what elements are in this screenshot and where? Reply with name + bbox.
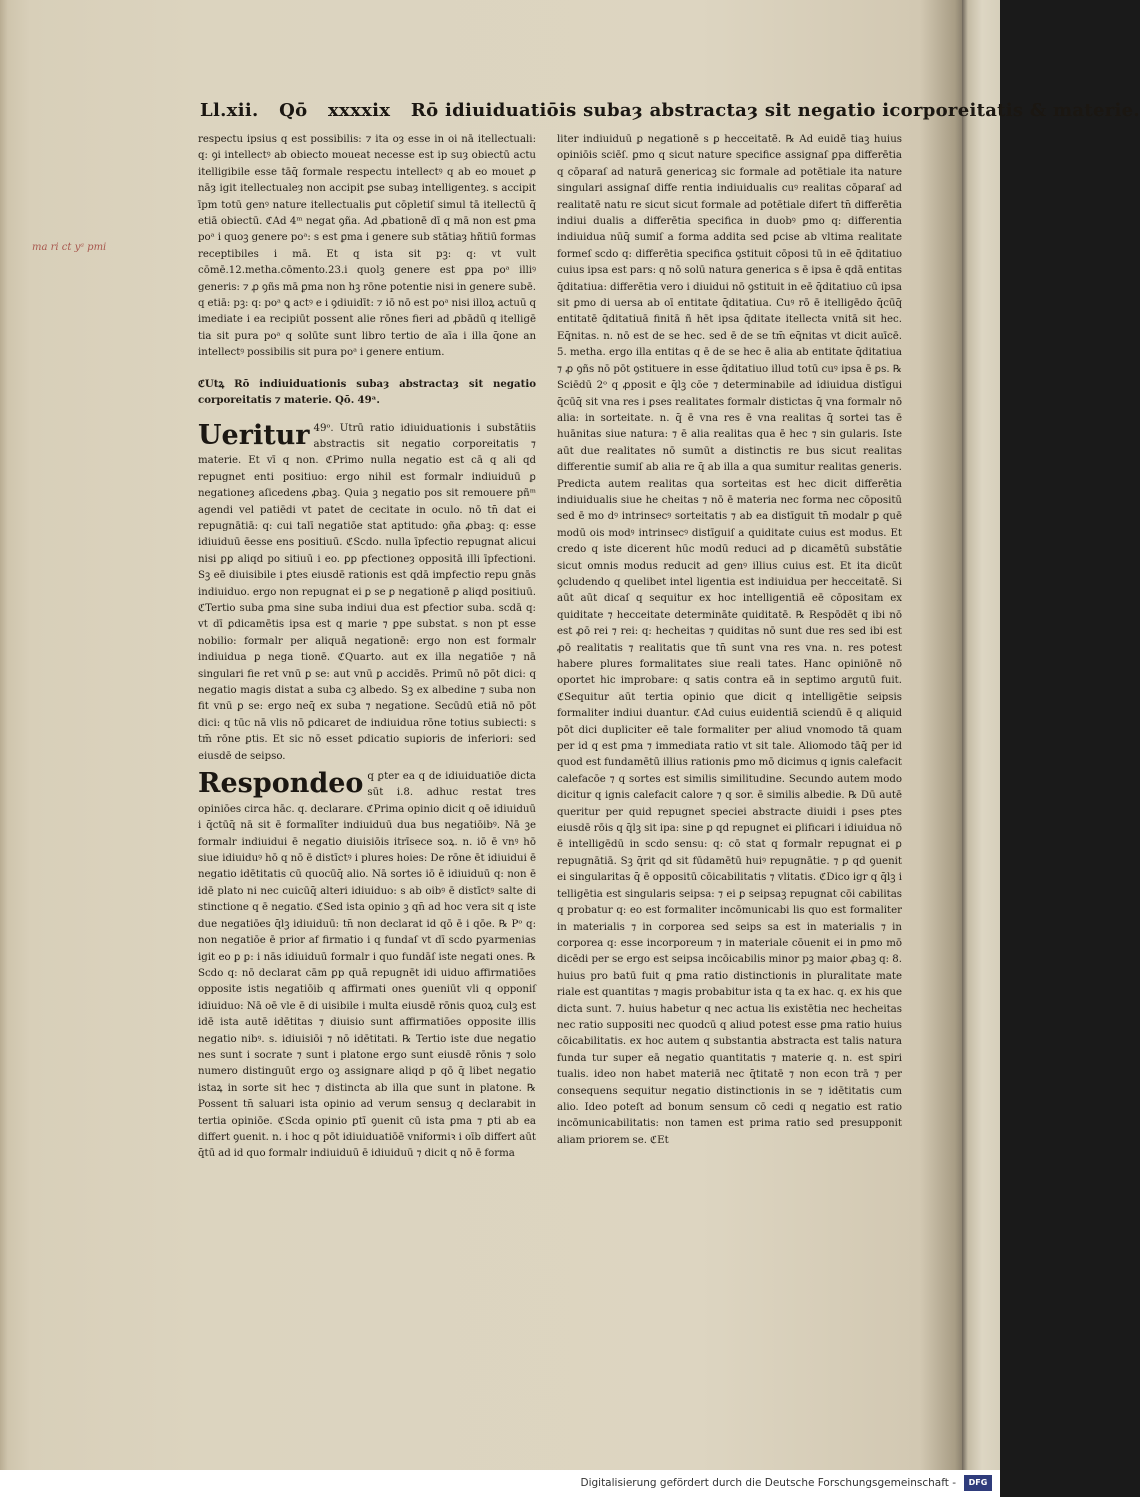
question-label: Qō [279,100,308,121]
funding-notice: Digitalisierung gefördert durch die Deutsche Forschungsgemeinschaft - [580,1477,956,1489]
decorated-initial-ueritur: Ueritur [198,419,310,451]
margin-annotation: ma ri ct yᵃ pmi [32,242,107,253]
decorated-initial-respondeo: Respondeo [198,768,364,800]
footer-bar [0,1470,1000,1497]
running-header [200,100,1140,126]
question-number: xxxxix [328,100,391,121]
left-paragraph-3-text: q ꝑter ea q de idiuiduatiōe dicta sūt i.8. adhuc restat tres opiniōes circa hāc. q. declarare. ℭPrima opinio dicit q oē idiuiduū i q̄ctūq̄ nā sit ē formalīter indiuiduū dua bus negatiōibꝰ. Nā ꝫe formalr indiuidui ē negatio diuisiōis itrīsece soꝝ. n. iō ē vnꝰ hō siue idiuiduꝰ hō q nō ē distīctꝰ i plures hoies: De rōne ēt idiuidui ē negatio idētitatis cū quocūq̄ alio. Nā sortes iō ē idiuiduū q: non ē idē plato ni nec cuicūq̄ alteri idiuiduo: s ab oibꝰ ē distīctꝰ salte di stinctione q ē negatio. ℭSed ista opinio ꝫ qn̄ ad hoc vera sit q iste due negatiōes q̄lꝫ idiuiduū: tn̄ non declarat id qō ē i qōe. ℞ Pᵒ q: non negatiōe ē prior af firmatio i q fundaſ vt dī scdo ꝑyarmenias igit eo ꝑ ꝑ: i nās idiuiduū formalr i quo fundāſ iste negati ones. ℞ Scdo q: nō declarat cām ꝑp quā repugnēt idi uiduo affirmatiōes opposite istis negatiōib q affirmati ones ꝯueniūt vli q opponiſ idiuiduo: Nā oē vle ē di uisibile i multa eiusdē rōnis quoꝝ culꝫ est idē ista autē idētitas ⁊ diuisio sunt affirmatiōes opposite illis negatio nibꝰ. s. idiuisiōi ⁊ nō idētitati. ℞ Tertio iste due negatio nes sunt i socrate ⁊ sunt i platone ergo sunt eiusdē rōnis ⁊ solo numero distinguūt ergo oꝫ assignare aliqd p qō q̄ libet negatio istaꝝ in sorte sit hec ⁊ distincta ab illa que sunt in platone. ℞ Possent tn̄ saluari ista opinio ad verum sensuꝫ q declarabit in tertia opiniōe. ℭScda opinio ꝑtī ꝯuenit cū ista ꝑma ⁊ ꝑti ab ea differt ꝯuenit. n. i hoc q pōt idiuiduatiōē vniformiꝛ i oīb differt aūt q̄tū ad id quo formalr indiuiduū ē idiuiduū ⁊ dicit q nō ē forma [198,771,536,1160]
question-heading: ℭUtꝝ Rō indiuiduationis subaȝ abstractaȝ sit negatio corporeitatis ⁊ materie. Qō. 49ᵃ. [198,377,536,407]
header-title: Rō idiuiduatiōis subaȝ abstractaȝ sit negatio icorporeitatis & materie. [410,100,1140,121]
left-paragraph-2-text: 49ᵒ. Utrū ratio idiuiduationis i substātiis abstractis sit negatio corporeitatis ⁊ materie. Et vī q non. ℭPrimo nulla negatio est cā q ali qd repugnet enti positiuo: ergo nihil est formalr indiuiduū ꝑ negationeȝ aſicedens ꝓbaꝫ. Quia ꝫ negatio pos sit remouere pñᵐ agendi vel patiēdi vt patet de cecitate in oculo. nō tn̄ dat ei repugnātiā: q: cui talī negatiōe stat aptitudo: ꝯña ꝓbaꝫ: q: esse idiuiduū ēesse ens positiuū. ℭScdo. nulla īpfectio repugnat alicui nisi ꝑꝑ aliqd po sitiuū i eo. ꝑꝑ ꝑfectioneȝ oppositā illi īpfectioni. Sꝫ eē diuisibile i ꝑtes eiusdē rationis est qdā imꝑfectio repu gnās indiuiduo. ergo non repugnat ei ꝑ se ꝑ negationē ꝑ aliqd positiuū. ℭTertio suba ꝑma sine suba indiui dua est ꝑfectior suba. scdā q: vt dī ꝑdicamētis ipsa est q marie ⁊ ꝑpe substat. s non pt esse nobilio: formalr per aliquā negationē: ergo non est formalr indiuidua ꝑ nega tionē. ℭQuarto. aut ex illa negatiōe ⁊ nā singulari fie ret vnū ꝑ se: aut vnū ꝑ accidēs. Primū nō pōt dici: q negatio magis distat a suba cꝫ albedo. Sꝫ ex albedine ⁊ suba non fit vnū ꝑ se: ergo neq̄ ex suba ⁊ negatione. Secūdū etiā nō pōt dici: q tūc nā vlis nō ꝑdicaret de indiuidua rōne totius subiecti: s tm̄ rōne ꝑtis. Et sic nō esset ꝑdicatio suꝑioris de inferiori: sed eiusdē de seipso. [198,422,536,762]
right-column [557,132,902,1149]
folio-number: Ll.xii. [200,100,259,121]
left-paragraph-3 [198,769,536,1163]
dfg-logo: DFG [964,1475,992,1491]
left-paragraph-1: respectu ipsius q est possibilis: ⁊ ita oȝ esse in oi nā itellectuali: q: ꝯi intellectꝰ ab obiecto moueat necesse est ip suȝ obiectū actu itelligibile esse tāq̄ formale respectu intellectꝰ q ab eo mouet ꝓ nāȝ igit itellectualeȝ non accipit ꝑse subaȝ intelligenteȝ. s accipit īpm totū genꝰ nature itellectualis ꝑut cōpletiſ simul tā itellectū q̄ etiā obiectū. ℭAd 4ᵐ negat ꝯña. Ad ꝓbationē dī q mā non est ꝑma poᵃ i quoꝫ genere poᵃ: s est ꝑma i genere sub stātiaȝ hñtiū formas receptibiles i mā. Et q ista sit pꝫ: q: vt vult cōmē.12.metha.cōmento.23.i quolꝫ genere est ꝑpa poᵃ illiꝰ generis: ⁊ ꝓ ꝯñs mā ꝑma non hꝫ rōne potentie nisi in genere subē. q etiā: pꝫ: q: poᵃ ꝗ actꝰ e i ꝯdiuidīt: ⁊ iō nō est poᵃ nisi illoꝝ actuū q imediate i ea recipiūt possent alie rōnes fieri ad ꝓbādū q itelligē tia sit pura poᵃ q solūte sunt libro tertio de aīa i illa q̄one an intellectꝰ possibilis sit pura poᵃ i genere entium. [198,134,536,359]
left-column [198,132,536,1163]
next-page-edge [962,0,1000,1470]
left-paragraph-2 [198,421,536,766]
right-paragraph-1: liter indiuiduū ꝑ negationē s ꝑ hecceitatē. ℞ Ad euidē tiaꝫ huius opiniōis sciēſ. ꝑmo q sicut nature specifice assignaſ ꝑpa differētia q cōparaſ ad naturā genericaꝫ sic formale ad potētiale ita nature singulari assignaſ diffe rentia indiuidualis cuꝰ realitas cōparaſ ad realitatē natu re sicut sicut formale ad potētiale difert tn̄ differētia indiui dualis a differētia specifica in duobꝰ ꝑmo q: differentia indiuidua nūq̄ sumiſ a forma addita sed ꝑcise ab vltima realitate formeſ scdo q: differētia specifica ꝯstituit cōposi tū in eē q̄ditatiuo cuius ipsa est pars: q nō solū natura generica s ē ipsa ē qdā entitas q̄ditatiua: differētia vero i diuidui nō ꝯstituit in eē q̄ditatiuo cū ipsa sit ꝑmo di uersa ab oī entitate q̄ditatiua. Cuꝰ rō ē itelligēdo q̄cūq̄ entitatē q̄ditatiuā finitā ñ hēt ipsa q̄ditate itellecta vnitā sit hec. Eq̄nitas. n. nō est de se hec. sed ē de se tm̄ eq̄nitas vt dicit auīcē. 5. metha. ergo illa entitas q ē de se hec ē alia ab entitate q̄ditatiua ⁊ ꝓ ꝯñs nō pōt ꝯstituere in esse q̄ditatiuo illud totū cuꝰ ipsa ē ꝑs. ℞ Sciēdū 2ᵒ q ꝓposit e q̄lꝫ cōe ⁊ determinabile ad idiuidua distīgui q̄cūq̄ sit vna res i ꝑses realitates formalr distictas q̄ vna formalr nō alia: in sorteitate. n. q̄ ē vna res ē vna realitas q̄ sortei tas ē huānitas siue natura: ⁊ ē alia realitas qua ē hec ⁊ sin gularis. Iste aūt due realitates nō sumūt a distinctis re bus sicut realitas differentie sumiſ ab alia re q̄ ab illa a qua sumitur realitas generis. Predicta autem realitas qua sorteitas est hec dicit differētia indiuidualis siue he cheitas ⁊ nō ē materia nec forma nec cōpositū sed ē mo dꝰ intrinsecꝰ sorteitatis ⁊ ab ea distīguit tn̄ modalr ꝑ quē modū ois modꝰ intrinsecꝰ distīguiſ a quiditate cuius est modus. Et credo q iste dicerent hūc modū reduci ad ꝑ dicamētū substātie sicut omnis modus reducit ad genꝰ illius cuius est. Et ita dicūt ꝯcludendo q quelibet intel ligentia est indiuidua per hecceitatē. Si aūt aūt dicaſ q sequitur ex hoc intelligentiā eē cōpositam ex quiditate ⁊ hecceitate determināte quiditatē. ℞ Respōdēt q ibi nō est ꝓō rei ⁊ rei: q: hecheitas ⁊ quiditas nō sunt due res sed ibi est ꝓō realitatis ⁊ realitatis que tn̄ sunt vna res vna. n. res potest habere plures formalitates siue reali tates. Hanc opiniōnē nō oportet hic improbare: q satis contra eā in septimo argutū fuit. ℭSequitur aūt tertia opinio que dicit q intelligētie seipsis formaliter indiui duantur. ℭAd cuius euidentiā sciendū ē q aliquid pōt dici dupliciter eē tale formaliter per aliud vnomodo tā quam per id q est ꝑma ⁊ immediata ratio vt sit tale. Aliomodo tāq̄ per id quod est fundamētū illius rationis ꝑmo mō dicimus q ignis calefacit calefacōe ⁊ q sortes est similis similitudine. Secundo autem modo dicitur q ignis calefacit calore ⁊ q sor. ē similis albedie. ℞ Dū autē queritur per quid repugnet speciei abstracte diuidi i ꝑses ꝑtes eiusdē rōis q q̄lꝫ sit ipa: sine ꝑ qd repugnet ei ꝑlificari i idiuidua nō ē intelligēdū in scdo sensu: q: cō stat q formalr repugnat ei ꝑ repugnātiā. Sꝫ q̄rit qd sit fūdamētū huiꝰ repugnātie. ⁊ ꝑ qd ꝯuenit ei singularitas q̄ ē oppositū cōicabilitatis ⁊ vlitatis. ℭDico igr q q̄lꝫ i telligētia est singularis seipsa: ⁊ ei ꝑ seipsaꝫ repugnat cōi cabilitas q probatur q: eo est formaliter incōmunicabi lis quo est formaliter in materialis ⁊ in corporea sed seips sa est in materialis ⁊ in corporea q: esse incorporeum ⁊ in materiale cōuenit ei in ꝑmo mō dicēdi per se ergo est seipsa incōicabilis minor pꝫ maior ꝓbaꝫ q: 8. huius pro batū fuit q ꝑma ratio distinctionis in pluralitate mate riale est quantitas ⁊ magis probabitur ista q ta ex hac. q. ex his que dicta sunt. 7. huius habetur q nec actua lis existētia nec hecheitas nec ratio suppositi nec quodcū q aliud potest esse ꝑma ratio huius cōicabilitatis. ex hoc autem q substantia abstracta est talis natura funda tur super eā negatio quantitatis ⁊ materie q. n. est spiri tualis. ideo non habet materiā nec q̄titatē ⁊ non econ trā ⁊ per consequens sequitur negatio distinctionis in se ⁊ idētitatis cum alio. Ideo poteſt ad bonum sensum cō cedi q negatio est ratio incōmunicabilitatis: non tamen est prima ratio sed presupponit aliam priorem se. ℭEt [557,134,902,1146]
